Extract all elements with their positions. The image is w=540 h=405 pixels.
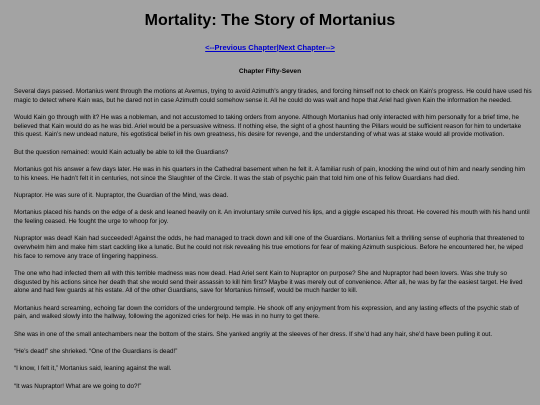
previous-chapter-link[interactable]: <--Previous Chapter	[205, 43, 277, 52]
next-chapter-link[interactable]: Next Chapter-->	[278, 43, 335, 52]
story-paragraph: Mortanius placed his hands on the edge of a desk and leaned heavily on it. An involuntary smile curved his lips, and a giggle escaped his throat. He covered his mouth with his hand until the feeling ceased. He fought the urge to whoop for joy.	[14, 209, 530, 225]
story-paragraph: Several days passed. Mortanius went through the motions at Avernus, trying to avoid Azimuth’s angry tirades, and forcing himself not to check on Kain’s progress. He could have used his magic to detect where Kain was, but he dared not in case Azimuth could somehow sense it. All he could do was wait and hope that Ariel had given Kain the information he needed.	[14, 88, 532, 104]
story-text	[14, 88, 532, 400]
story-paragraph: But the question remained: would Kain actually be able to kill the Guardians?	[14, 148, 229, 156]
page-title: Mortality: The Story of Mortanius	[144, 12, 396, 29]
chapter-heading: Chapter Fifty-Seven	[238, 68, 302, 75]
story-paragraph: Nupraptor was dead! Kain had succeeded! Against the odds, he had managed to track down and kill one of the Guardians. Mortanius felt a thrilling sense of euphoria that threatened to overwhelm him and make him start cackling like a lunatic. But he could not risk revealing his true emotions for fear of making Azimuth suspicious. Before he encountered her, he wiped his face to remove any trace of lingering happiness.	[14, 235, 525, 260]
story-paragraph: “He’s dead!” she shrieked. “One of the Guardians is dead!”	[14, 348, 178, 355]
story-paragraph: “It was Nupraptor! What are we going to do?!”	[14, 382, 142, 390]
story-paragraph: She was in one of the small antechambers near the bottom of the stairs. She yanked angrily at the sleeves of her dress. If she’d had any hair, she’d have been pulling it out.	[14, 330, 493, 338]
story-paragraph: The one who had infected them all with this terrible madness was now dead. Had Ariel sent Kain to Nupraptor on purpose? She and Nupraptor had been lovers. Was she truly so disgusted by his actions since her death that she would send their assassin to kill him first? Maybe it was merely out of convenience. After all, he was by far the easiest target. He lived alone and had few guards at his estate. All of the other Guardians, save for Mortanius himself, would be much harder to kill.	[14, 270, 523, 295]
chapter-navigation	[0, 43, 540, 53]
story-paragraph: Mortanius got his answer a few days later. He was in his quarters in the Cathedral basement when he felt it. A familiar rush of pain, knocking the wind out of him and nearly sending him to his knees. He hadn’t felt it in centuries, not since the Slaughter of the Circle. It was the stab of psychic pain that told him one of his fellow Guardians had died.	[14, 166, 526, 182]
story-paragraph: Would Kain go through with it? He was a nobleman, and not accustomed to taking orders from anyone. Although Mortanius had only interacted with him personally for a brief time, he believed that Kain would do as he was bid. Ariel would be a persuasive witness. If nothing else, the sight of a ghost haunting the Pillars would be sufficient reason for him to undertake this quest. Kain’s new undead nature, his egotistical belief in his own greatness, his desire for revenge, and the understanding of what was at stake would all provide motivation.	[14, 114, 522, 139]
story-paragraph: Nupraptor. He was sure of it. Nupraptor, the Guardian of the Mind, was dead.	[14, 192, 229, 199]
story-paragraph: Mortanius heard screaming, echoing far down the corridors of the underground temple. He shook off any enjoyment from his expression, and any lasting effects of the psychic stab of pain, and walked slowly into the hallway, following the agonized cries for help. He was in no hurry to get there.	[14, 304, 519, 321]
nav-separator: |	[276, 43, 279, 52]
story-paragraph: “I know, I felt it,” Mortanius said, leaning against the wall.	[14, 365, 172, 373]
